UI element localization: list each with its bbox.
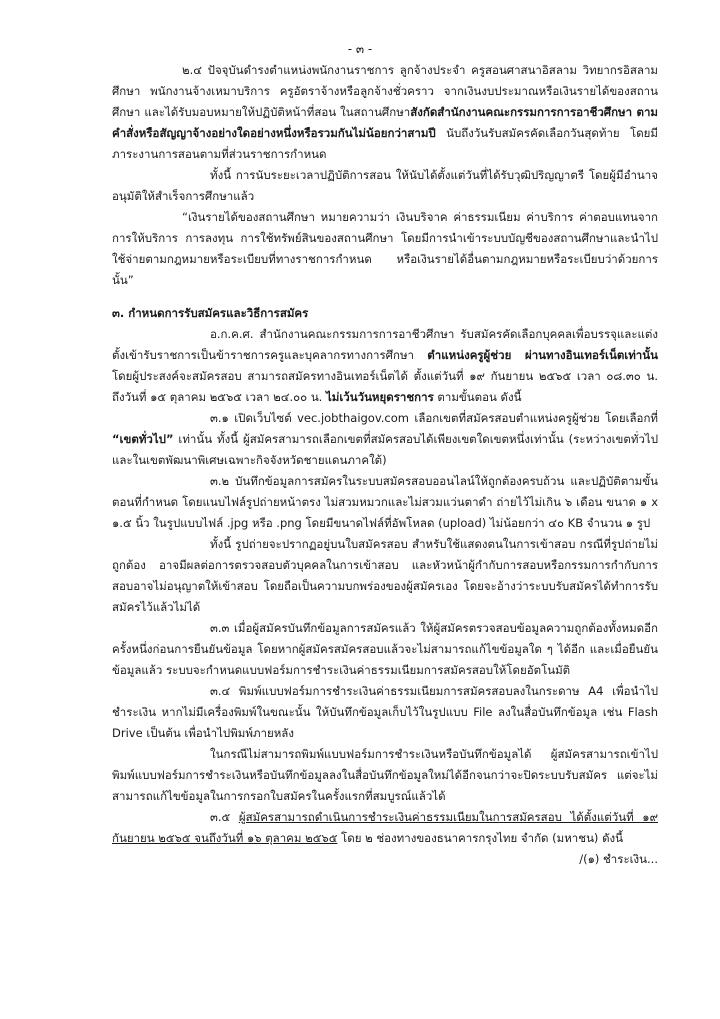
section-3-intro-bold-holiday: ไม่เว้นวันหยุดราชการ	[326, 390, 434, 404]
para-photo: ทั้งนี้ รูปถ่ายจะปรากฏอยู่บนใบสมัครสอบ สำหรับใช้แสดงตนในการเข้าสอบ กรณีที่รูปถ่ายไม่ถูกต้อง อาจมีผลต่อการตรวจสอบตัวบุคคลในการเข้าสอบ และหัวหน้าผู้กำกับการสอบหรือกรรมการกำกับการสอบอาจไม่อนุญาตให้เข้าสอบ โดยถือเป็นความบกพร่องของผู้สมัครเอง โดยจะอ้างว่าระบบรับสมัครได้ทำการรับสมัครไว้แล้วไม่ได้	[112, 537, 658, 614]
item-3-5-underlined: ผู้สมัครสามารถดำเนินการชำระเงินค่าธรรมเนียมในการสมัครสอบ ได้ตั้งแต่วันที่ ๑๙ กันยายน ๒๕๖๕ จนถึงวันที่ ๑๖ ตุลาคม ๒๕๖๕	[112, 810, 658, 845]
section-3-intro-a: อ.ก.ค.ศ. สำนักงานคณะกรรมการการอาชีวศึกษา รับสมัครคัดเลือกบุคคลเพื่อบรรจุและแต่งตั้งเข้ารับราชการเป็นข้าราชการครูและบุคลากรทางการศึกษา	[112, 327, 658, 362]
item-3-1-c: เท่านั้น ทั้งนี้ ผู้สมัครสามารถเลือกเขตที่สมัครสอบได้เพียงเขตใดเขตหนึ่งเท่านั้น (ระหว่างเขตทั่วไปและในเขตพัฒนาพิเศษเฉพาะกิจจังหวัดชายแดนภาคใต้)	[112, 432, 658, 467]
section-3-intro-bold-position: ตำแหน่งครูผู้ช่วย ผ่านทางอินเทอร์เน็ตเท่านั้น	[427, 348, 658, 362]
item-3-5	[112, 807, 658, 849]
item-2-4-text: ๒.๔ ปัจจุบันดำรงตำแหน่งพนักงานราชการ ลูกจ้างประจำ ครูสอนศาสนาอิสลาม วิทยากรอิสลามศึกษา พนักงานจ้างเหมาบริการ ครูอัตราจ้างหรือลูกจ้างชั่วคราว จากเงินงบประมาณหรือเงินรายได้ของสถานศึกษา และได้รับมอบหมายให้ปฏิบัติหน้าที่สอน ในสถานศึกษา	[112, 63, 658, 119]
section-3-title: ๓. กำหนดการรับสมัครและวิธีการสมัคร	[112, 306, 309, 320]
item-3-2: ๓.๒ บันทึกข้อมูลการสมัครในระบบสมัครสอบออนไลน์ให้ถูกต้องครบถ้วน และปฏิบัติตามขั้นตอนที่กำหนด โดยแนบไฟล์รูปถ่ายหน้าตรง ไม่สวมหมวกและไม่สวมแว่นตาดำ ถ่ายไว้ไม่เกิน ๖ เดือน ขนาด ๑ x ๑.๕ นิ้ว ในรูปแบบไฟล์ .jpg หรือ .png โดยมีขนาดไฟล์ที่อัพโหลด (upload) ไม่น้อยกว่า ๔๐ KB จำนวน ๑ รูป	[112, 474, 658, 530]
continuation-marker: /(๑) ชำระเงิน...	[579, 852, 658, 866]
item-3-3: ๓.๓ เมื่อผู้สมัครบันทึกข้อมูลการสมัครแล้ว ให้ผู้สมัครตรวจสอบข้อมูลความถูกต้องทั้งหมดอีกครั้งหนึ่งก่อนการยืนยันข้อมูล โดยหากผู้สมัครสมัครสอบแล้วจะไม่สามารถแก้ไขข้อมูลใด ๆ ได้อีก และเมื่อยืนยันข้อมูลแล้ว ระบบจะกำหนดแบบฟอร์มการชำระเงินค่าธรรมเนียมการสมัครสอบให้โดยอัตโนมัติ	[112, 621, 658, 677]
para-no-print: ในกรณีไม่สามารถพิมพ์แบบฟอร์มการชำระเงินหรือบันทึกข้อมูลได้ ผู้สมัครสามารถเข้าไปพิมพ์แบบฟอร์มการชำระเงินหรือบันทึกข้อมูลลงในสื่อบันทึกข้อมูลใหม่ได้อีกจนกว่าจะปิดระบบรับสมัคร แต่จะไม่สามารถแก้ไขข้อมูลในการกรอกใบสมัครในครั้งแรกที่สมบูรณ์แล้วได้	[112, 747, 658, 803]
section-3-intro	[112, 324, 658, 408]
section-3-intro-e: ตามขั้นตอน ดังนี้	[433, 390, 522, 404]
section-3-intro-c: โดยผู้ประสงค์จะสมัครสอบ สามารถสมัครทางอินเทอร์เน็ตได้ ตั้งแต่วันที่ ๑๙ กันยายน ๒๕๖๕ เวลา ๐๘.๓๐ น. ถึงวันที่ ๑๕ ตุลาคม ๒๕๖๕ เวลา ๒๔.๐๐ น.	[112, 369, 658, 404]
page-number: - ๓ -	[347, 42, 373, 56]
item-3-4: ๓.๔ พิมพ์แบบฟอร์มการชำระเงินค่าธรรมเนียมการสมัครสอบลงในกระดาษ A4 เพื่อนำไปชำระเงิน หากไม่มีเครื่องพิมพ์ในขณะนั้น ให้บันทึกข้อมูลเก็บไว้ในรูปแบบ File ลงในสื่อบันทึกข้อมูล เช่น Flash Drive เป็นต้น เพื่อนำไปพิมพ์ภายหลัง	[112, 684, 658, 740]
item-3-1-bold: “เขตทั่วไป”	[112, 432, 174, 446]
item-2-4	[112, 60, 658, 165]
item-2-4-bold: สังกัดสำนักงานคณะกรรมการการอาชีวศึกษา ตามคำสั่งหรือสัญญาจ้างอย่างใดอย่างหนึ่งหรือรวมกันไม่น้อยกว่าสามปี	[112, 105, 658, 140]
para-income-definition: “เงินรายได้ของสถานศึกษา หมายความว่า เงินบริจาค ค่าธรรมเนียม ค่าบริการ ค่าตอบแทนจากการให้บริการ การลงทุน การใช้ทรัพย์สินของสถานศึกษา โดยมีการนำเข้าระบบบัญชีของสถานศึกษาและนำไปใช้จ่ายตามกฎหมายหรือระเบียบที่ทางราชการกำหนด หรือเงินรายได้อื่นตามกฎหมายหรือระเบียบว่าด้วยการนั้น”	[112, 210, 658, 287]
item-2-4-tail: นับถึงวันรับสมัครคัดเลือกวันสุดท้าย โดยมีภาระงานการสอนตามที่ส่วนราชการกำหนด	[112, 126, 658, 161]
item-3-1-a: ๓.๑ เปิดเว็บไซต์ vec.jobthaigov.com เลือกเขตที่สมัครสอบตำแหน่งครูผู้ช่วย โดยเลือกที่	[210, 411, 658, 425]
item-3-5-tail: โดย ๒ ช่องทางของธนาคารกรุงไทย จำกัด (มหาชน) ดังนี้	[337, 831, 624, 845]
para-teaching-period: ทั้งนี้ การนับระยะเวลาปฏิบัติการสอน ให้นับได้ตั้งแต่วันที่ได้รับวุฒิปริญญาตรี โดยผู้มีอำนาจอนุมัติให้สำเร็จการศึกษาแล้ว	[112, 168, 658, 203]
document-body	[112, 60, 658, 870]
item-3-1	[112, 408, 658, 471]
item-3-5-number: ๓.๕	[210, 810, 239, 824]
